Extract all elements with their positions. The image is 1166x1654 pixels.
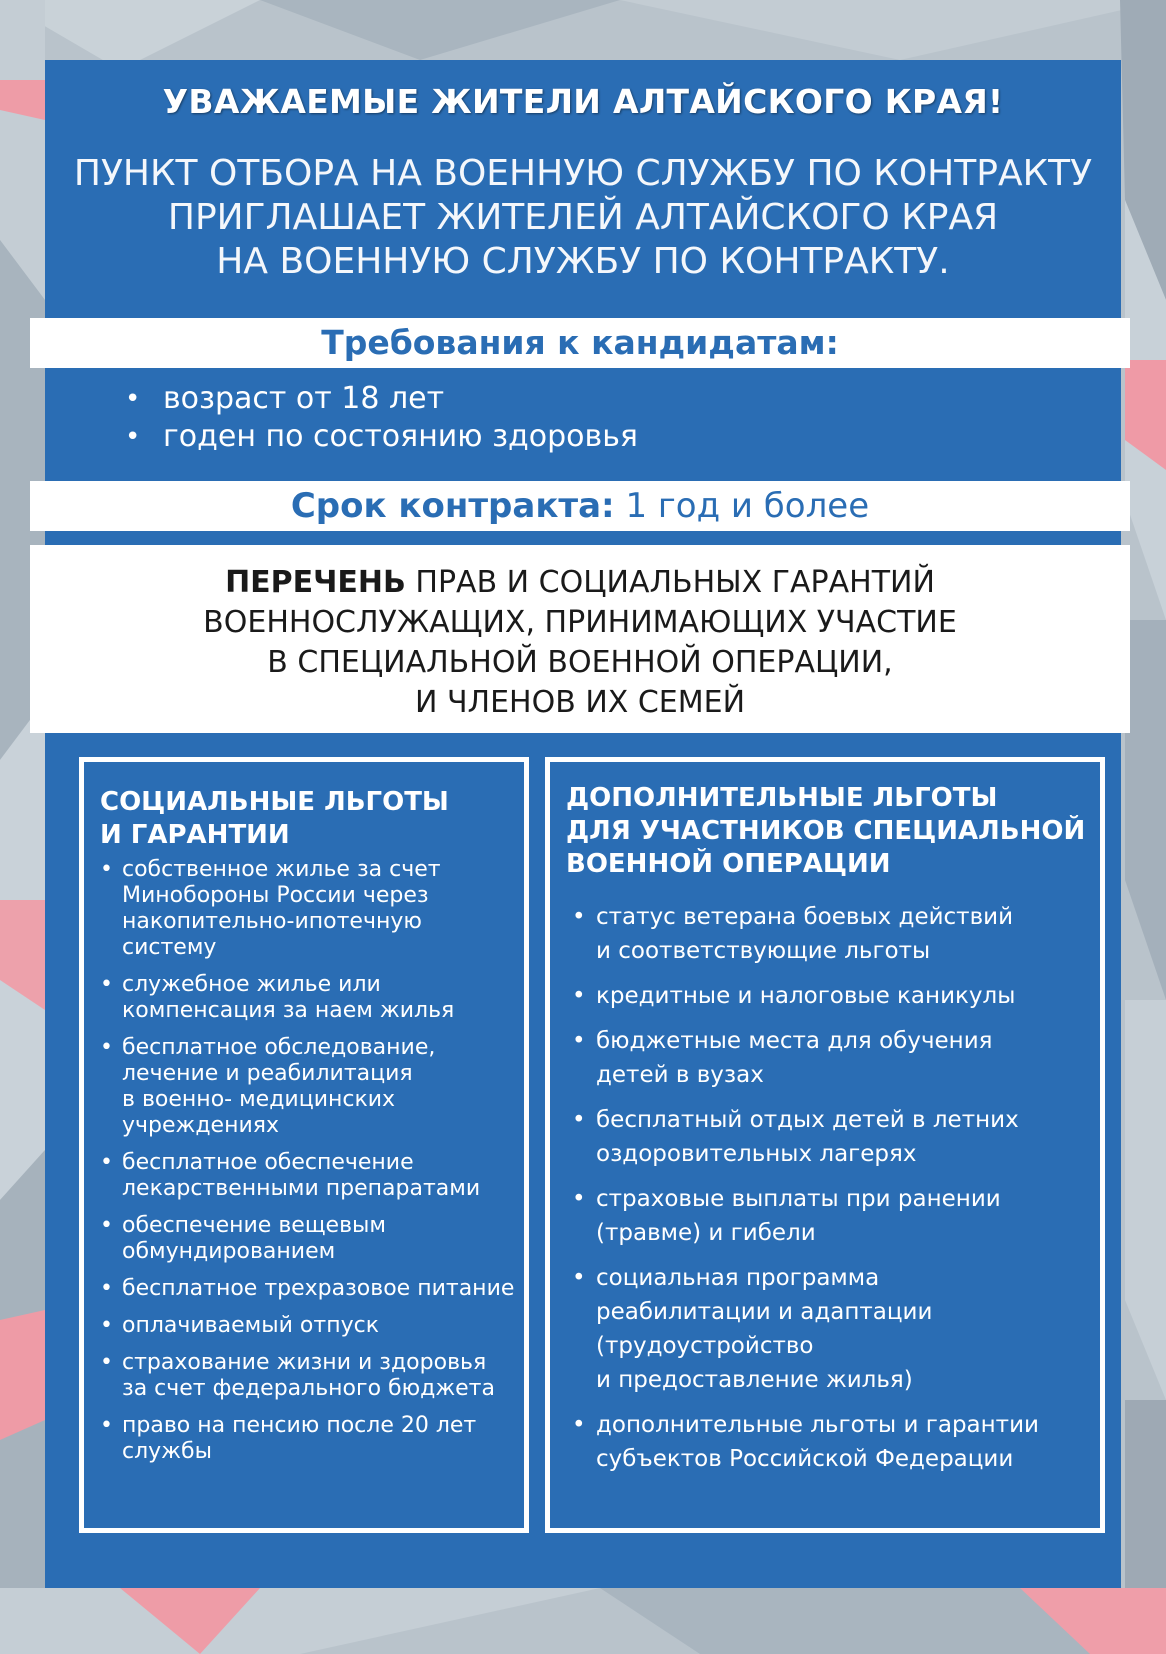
list-item: • возраст от 18 лет bbox=[125, 380, 638, 418]
list-item bbox=[572, 979, 1092, 1013]
item-line: учреждениях bbox=[122, 1113, 280, 1138]
list-item bbox=[100, 1350, 510, 1402]
contract-term-value: 1 год и более bbox=[625, 486, 870, 526]
list-item: • годен по состоянию здоровья bbox=[125, 418, 638, 456]
rights-list-band bbox=[30, 545, 1130, 733]
list-item bbox=[572, 1408, 1092, 1476]
additional-benefits-box bbox=[545, 757, 1105, 1533]
list-item bbox=[572, 1024, 1092, 1092]
item-line: • собственное жилье за счет bbox=[122, 857, 441, 882]
item-line: • бюджетные места для обучения bbox=[596, 1028, 993, 1054]
item-line: • бесплатное трехразовое питание bbox=[122, 1276, 515, 1301]
item-line: • бесплатное обеспечение bbox=[122, 1150, 414, 1175]
item-line: • оплачиваемый отпуск bbox=[122, 1313, 379, 1338]
item-line: за счет федерального бюджета bbox=[122, 1376, 495, 1401]
intro-line: ПУНКТ ОТБОРА НА ВОЕННУЮ СЛУЖБУ ПО КОНТРАКТУ bbox=[73, 153, 1093, 194]
title-line: ДОПОЛНИТЕЛЬНЫЕ ЛЬГОТЫ bbox=[566, 783, 998, 813]
item-line: Минобороны России через bbox=[122, 883, 429, 908]
item-line: (трудоустройство bbox=[596, 1333, 814, 1359]
rights-line: В СПЕЦИАЛЬНОЙ ВОЕННОЙ ОПЕРАЦИИ, bbox=[267, 645, 893, 680]
item-line: лечение и реабилитация bbox=[122, 1061, 413, 1086]
item-line: оздоровительных лагерях bbox=[596, 1141, 917, 1167]
item-line: систему bbox=[122, 935, 217, 960]
contract-term bbox=[30, 481, 1130, 531]
item-line: • бесплатное обследование, bbox=[122, 1035, 436, 1060]
item-line: • бесплатный отдых детей в летних bbox=[596, 1107, 1019, 1133]
list-item bbox=[100, 1413, 510, 1465]
requirements-title: Требования к кандидатам: bbox=[321, 323, 839, 362]
list-item bbox=[100, 972, 510, 1024]
list-item bbox=[100, 1035, 510, 1139]
item-line: • страхование жизни и здоровья bbox=[122, 1350, 487, 1375]
item-line: и предоставление жилья) bbox=[596, 1367, 913, 1393]
contract-term-label: Срок контракта: bbox=[290, 486, 615, 526]
list-item bbox=[572, 900, 1092, 968]
list-item bbox=[100, 1313, 510, 1339]
rights-line: ВОЕННОСЛУЖАЩИХ, ПРИНИМАЮЩИХ УЧАСТИЕ bbox=[203, 605, 957, 640]
item-line: службы bbox=[122, 1439, 212, 1464]
intro-line: ПРИГЛАШАЕТ ЖИТЕЛЕЙ АЛТАЙСКОГО КРАЯ bbox=[167, 197, 999, 238]
item-line: • дополнительные льготы и гарантии bbox=[596, 1412, 1039, 1438]
item-line: реабилитации и адаптации bbox=[596, 1299, 933, 1325]
item-line: лекарственными препаратами bbox=[122, 1176, 481, 1201]
additional-benefits-title bbox=[566, 782, 1085, 881]
requirements-band bbox=[30, 318, 1130, 368]
title-line: ВОЕННОЙ ОПЕРАЦИИ bbox=[566, 849, 891, 879]
item-line: (травме) и гибели bbox=[596, 1220, 816, 1246]
title-line: И ГАРАНТИИ bbox=[100, 820, 290, 850]
rights-line-rest: ПРАВ И СОЦИАЛЬНЫХ ГАРАНТИЙ bbox=[405, 565, 935, 600]
social-benefits-list bbox=[100, 857, 515, 1476]
title-line: СОЦИАЛЬНЫЕ ЛЬГОТЫ bbox=[100, 787, 449, 817]
rights-list-heading bbox=[30, 545, 1130, 723]
intro-text bbox=[45, 152, 1121, 284]
item-line: • право на пенсию после 20 лет bbox=[122, 1413, 477, 1438]
item-line: детей в вузах bbox=[596, 1062, 764, 1088]
item-line: субъектов Российской Федерации bbox=[596, 1446, 1014, 1472]
contract-term-band bbox=[30, 481, 1130, 531]
requirements-list bbox=[125, 380, 638, 456]
item-line: • страховые выплаты при ранении bbox=[596, 1186, 1001, 1212]
item-line: • обеспечение вещевым bbox=[122, 1213, 387, 1238]
list-item bbox=[100, 857, 510, 961]
item-line: • кредитные и налоговые каникулы bbox=[596, 983, 1016, 1009]
list-item bbox=[572, 1182, 1092, 1250]
item-line: • социальная программа bbox=[596, 1265, 880, 1291]
rights-line bbox=[30, 563, 1130, 603]
list-item bbox=[100, 1213, 510, 1265]
list-item bbox=[100, 1276, 515, 1302]
additional-benefits-list bbox=[572, 900, 1092, 1487]
item-line: • статус ветерана боевых действий bbox=[596, 904, 1014, 930]
intro-line: НА ВОЕННУЮ СЛУЖБУ ПО КОНТРАКТУ. bbox=[216, 241, 950, 282]
list-item bbox=[100, 1150, 510, 1202]
social-benefits-box bbox=[79, 757, 529, 1533]
item-line: накопительно-ипотечную bbox=[122, 909, 422, 934]
item-line: в военно- медицинских bbox=[122, 1087, 396, 1112]
item-line: компенсация за наем жилья bbox=[122, 998, 455, 1023]
item-line: обмундированием bbox=[122, 1239, 336, 1264]
list-item bbox=[572, 1103, 1092, 1171]
item-line: • служебное жилье или bbox=[122, 972, 381, 997]
list-item bbox=[572, 1261, 1092, 1397]
rights-lead-word: ПЕРЕЧЕНЬ bbox=[225, 565, 406, 600]
title-line: ДЛЯ УЧАСТНИКОВ СПЕЦИАЛЬНОЙ bbox=[566, 816, 1086, 846]
item-line: и соответствующие льготы bbox=[596, 938, 931, 964]
page-title: УВАЖАЕМЫЕ ЖИТЕЛИ АЛТАЙСКОГО КРАЯ! bbox=[162, 82, 1004, 121]
social-benefits-title bbox=[100, 786, 449, 852]
rights-line: И ЧЛЕНОВ ИХ СЕМЕЙ bbox=[414, 685, 746, 720]
